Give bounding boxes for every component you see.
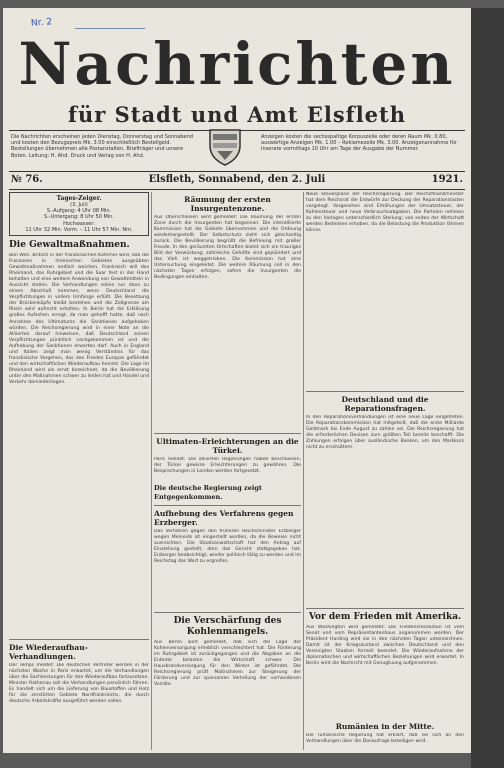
dateline-rule-bottom <box>9 189 465 190</box>
article-body: Bon Wilh. Britsch in der französischen Kammer wird, daß die Franzosen in rheinischen Gebieten ausgeübten Gewaltmaßnahmen endlich weichen. Frankreich will das Rheinland, das Ruhrgebiet und die Saar fest in der Hand behalten und eine weitere Anwendung von Gewaltmitteln in Aussicht stellen. Die Verhandlungen sollen nur dann zu einem Abschluß kommen, wenn Deutschland die Verpflichtungen in vollem Umfange erfüllt. Die Besetzung der Brückenköpfe bleibt bestehen und die Zollgrenze am Rhein wird aufrecht erhalten. In Berlin hat die Erklärung großes Aufsehen erregt, da man gehofft hatte, daß nach Annahme des Ultimatums die Sanktionen aufgehoben würden. Die Reichsregierung wird in einer Note an die Alliierten darauf hinweisen, daß Deutschland seinen Verpflichtungen pünktlich nachgekommen ist und die Aufhebung der Sanktionen erwarten darf. Auch in England und Italien zeigt man wenig Verständnis für das französische Vorgehen, das den Frieden Europas gefährdet und den wirtschaftlichen Wiederaufbau hemmt. Die Lage im Rheinland wird als ernst bezeichnet, da die Bevölkerung unter den Maßnahmen schwer zu leiden hat und Handel und Verkehr darniederliegen. <box>9 253 149 385</box>
day-indicator-line: S.-Untergang: 8 Uhr 50 Min. <box>44 214 114 221</box>
column-2 <box>154 192 301 753</box>
day-indicator-line: 11 Uhr 32 Min. Vorm. – 11 Uhr 57 Min. Nm. <box>25 226 133 233</box>
article-body: Aus Washington wird gemeldet: Die Friedensresolution ist vom Senat und vom Repräsentantenhaus angenommen worden. Der Präsident Harding wird sie in den nächsten Tagen unterzeichnen. Damit ist der Kriegszustand zwischen Deutschland und den Vereinigten Staaten formell beendet. Die Wiederaufnahme der diplomatischen und wirtschaftlichen Beziehungen wird erwartet. In Berlin wird die Nachricht mit Genugtuung aufgenommen. <box>306 625 464 667</box>
ink-stamp: Nr. 2 <box>30 17 53 29</box>
scan-edge <box>471 8 504 768</box>
column-1 <box>9 192 149 751</box>
article-separator <box>154 505 301 506</box>
issue-date: Elsfleth, Sonnabend, den 2. Juli <box>148 174 326 185</box>
article-body: Die rumänische Regierung hat erklärt, daß sie sich an den Verhandlungen über die Donaufrage beteiligen wird. <box>306 733 464 745</box>
article-headline: Rumänien in der Mitte. <box>335 722 435 731</box>
article-separator <box>9 639 149 640</box>
article-headline: Deutschland und die Reparationsfragen. <box>341 395 429 413</box>
day-indicator-box <box>9 192 149 236</box>
article-headline: Aufhebung des Verfahrens gegen Erzberger. <box>154 509 294 527</box>
day-indicator-line: Hochwasser: <box>63 220 95 227</box>
article-body: Das Verfahren gegen den früheren Reichsminister Erzberger wegen Meineids ist eingestellt worden, da die Beweise nicht ausreichten. Die Staatsanwaltschaft hat den Antrag auf Einstellung gestellt, dem das Gericht stattgegeben hat. Erzberger beabsichtigt, wieder politisch tätig zu werden und im Reichstag das Wort zu ergreifen. <box>154 529 301 565</box>
dateline-rule-top <box>9 171 465 172</box>
coat-of-arms-icon <box>207 126 243 166</box>
article-body: Aus Berlin wird gemeldet, daß sich die Lage der Kohlenversorgung erheblich verschlechtert hat. Die Förderung im Ruhrgebiet ist zurückgegangen und die Abgaben an die Entente belasten die Wirtschaft schwer. Die Hausbrandversorgung für den Winter ist gefährdet. Die Reichsregierung prüft Maßnahmen zur Steigerung der Förderung und zur sparsamen Verteilung der vorhandenen Vorräte. <box>154 640 301 688</box>
masthead-title: Nachrichten <box>18 30 456 98</box>
column-3 <box>306 192 464 753</box>
issue-number: № 76. <box>11 174 43 185</box>
article-body: Aus Oberschlesien wird gemeldet: Die Räumung der ersten Zone durch die Insurgenten hat begonnen. Die interalliierte Kommission hat die Gebiete übernommen und die Ordnung wiederhergestellt. Der Selbstschutz zieht sich gleichzeitig zurück. Die Bevölkerung begrüßt die Befreiung mit großer Freude. In den geräumten Ortschaften bietet sich ein trauriges Bild der Verwüstung; zahlreiche Gehöfte sind geplündert und das Vieh ist weggetrieben. Die Kommission hat eine Untersuchung eingeleitet. Die weitere Räumung soll in den nächsten Tagen erfolgen, sofern die Insurgenten die Bedingungen einhalten. <box>154 215 301 281</box>
article-headline: Die Verschärfung des Kohlenmangels. <box>173 616 282 637</box>
day-indicator-title: Tages-Zeiger. <box>56 195 102 202</box>
ink-mark <box>75 20 145 29</box>
dateline <box>11 174 463 188</box>
masthead-subtitle: für Stadt und Amt Elsfleth <box>67 102 407 127</box>
article-headline: Die Wiederaufbau-Verhandlungen. <box>9 643 88 662</box>
article-separator <box>306 391 464 392</box>
article-headline: Die deutsche Regierung zeigt Entgegenkommen. <box>154 484 262 501</box>
day-indicator-line: S.-Aufgang: 4 Uhr 08 Min. <box>46 208 112 215</box>
article-body: Paris meldet: Die alliierten Regierungen haben beschlossen, der Türkei gewisse Erleichterungen zu gewähren. Die Besprechungen in London werden fortgesetzt. <box>154 457 301 475</box>
issue-year: 1921. <box>431 174 463 185</box>
column-divider <box>303 192 304 750</box>
article-separator <box>154 612 301 613</box>
article-body: Neue Steuerpläne der Reichsregierung. Der Reichsfinanzminister hat dem Reichsrat die Entwürfe zur Deckung der Reparationslasten vorgelegt. Vorgesehen sind Erhöhungen der Umsatzsteuer, der Kohlensteuer und neue Verbrauchsabgaben. Die Parteien nehmen zu den Vorlagen unterschiedlich Stellung; von seiten der Wirtschaft werden Bedenken erhoben, da die Belastung die Produktion lähmen könne. <box>306 192 464 234</box>
article-headline: Ultimaten-Erleichterungen an die Türkei. <box>156 437 299 455</box>
article-separator <box>306 608 464 609</box>
subscription-info: Die Nachrichten erscheinen jeden Dienstag, Donnerstag und Sonnabend und kosten den Bezugspreis Mk. 3.00 einschließlich Bestellgeld. Bestellungen übernehmen alle Postanstalten, Briefträger und unsere Boten. Leitung: H. Ahd. Druck und Verlag von H. Ahd. <box>11 134 193 159</box>
newspaper-page <box>3 8 471 753</box>
article-headline: Die Gewaltmaßnahmen. <box>9 240 130 251</box>
article-separator <box>154 433 301 434</box>
article-headline: Räumung der ersten Insurgentenzone. <box>184 195 271 213</box>
advertising-info: Anzeigen kosten die sechsspaltige Korpuszeile oder deren Raum Mk. 0.80, auswärtige Anzeigen Mk. 1.00 – Reklamezeile Mk. 3.00. Anzeigenannahme für Inserate vormittags 10 Uhr am Tage der Ausgabe der Nummer. <box>261 134 457 153</box>
column-divider <box>151 192 152 750</box>
day-indicator-line: (3. Juli) <box>70 202 88 208</box>
article-headline: Vor dem Frieden mit Amerika. <box>308 612 462 622</box>
article-body: Der Temps meldet: Die deutschen Vertreter werden in der nächsten Woche in Paris erwartet, um die Verhandlungen über die Sachleistungen für den Wiederaufbau fortzusetzen. Minister Rathenau soll die Verhandlungen persönlich führen. Es handelt sich um die Lieferung von Baustoffen und Holz für die zerstörten Gebiete Nordfrankreichs, die durch deutsche Arbeitskräfte ausgeführt werden sollen. <box>9 663 149 705</box>
article-body: In den Reparationsverhandlungen ist eine neue Lage eingetreten. Die Reparationskommission hat mitgeteilt, daß die erste Milliarde Goldmark bis Ende August zu zahlen sei. Die Reichsregierung hat die erforderlichen Devisen zum größten Teil bereits beschafft. Die Zahlungen erfolgen über ausländische Banken, um den Markkurs nicht zu erschüttern. <box>306 415 464 451</box>
